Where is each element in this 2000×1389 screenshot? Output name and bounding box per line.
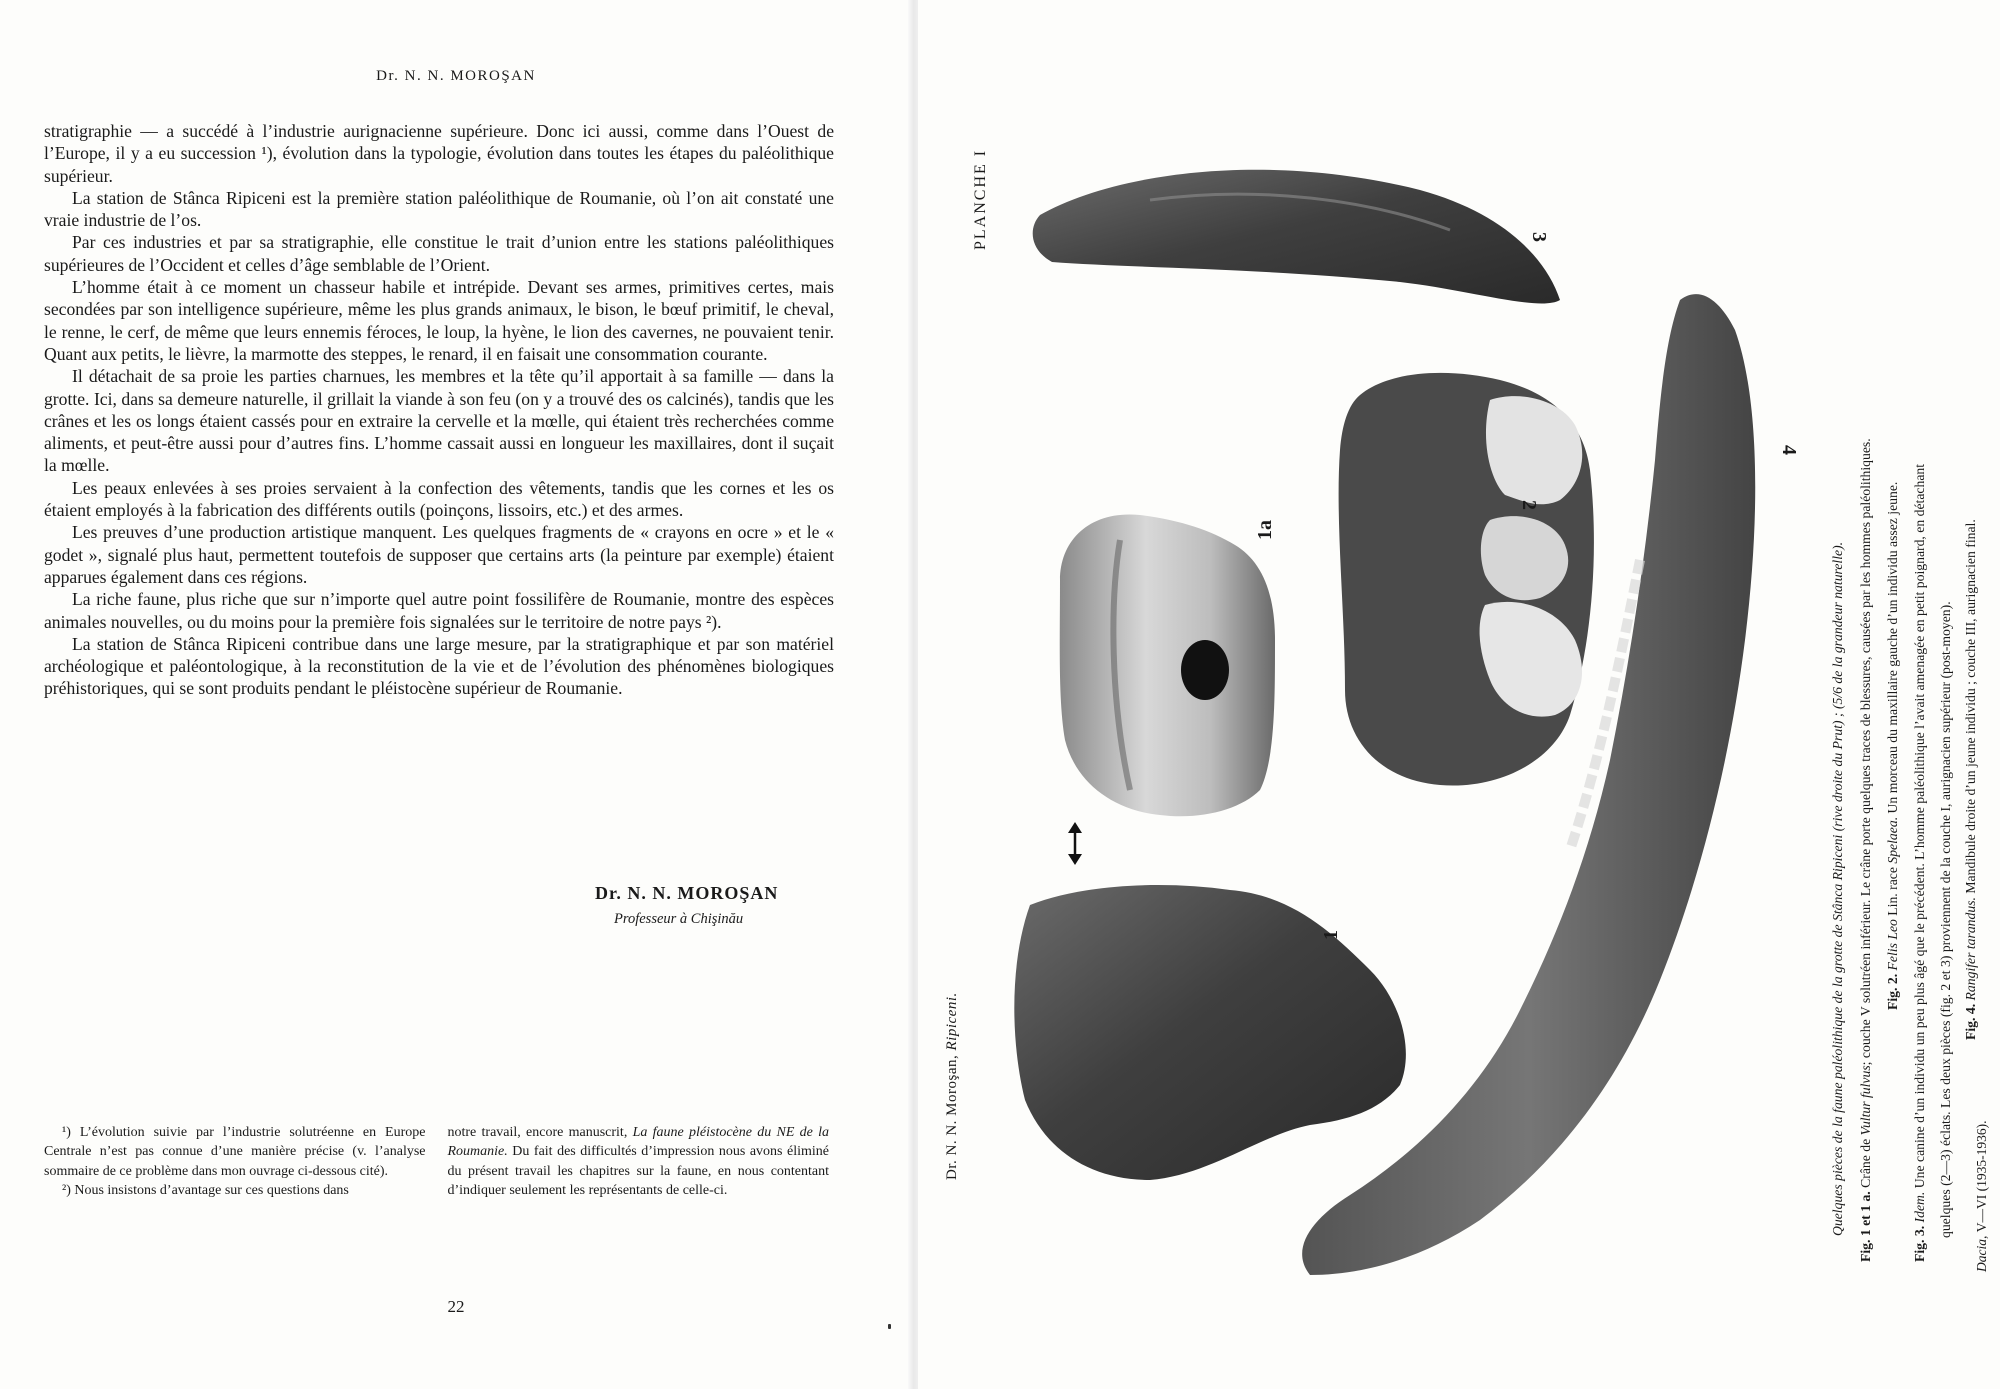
caption-fig4-label: Fig. 4. <box>1963 1003 1978 1040</box>
plate-credit-place: Ripiceni. <box>944 992 960 1051</box>
figure-label-1a: 1a <box>1254 520 1276 540</box>
caption-fig1-species: Vultur fulvus <box>1858 1065 1873 1136</box>
caption-fig3-line1 <box>1912 464 1928 1262</box>
specimen-fig1-skull <box>1014 885 1406 1180</box>
caption-fig2-b: Un morceau du maxillaire gauche d’un individu assez jeune. <box>1885 481 1900 814</box>
running-head: Dr. N. N. MOROŞAN <box>376 68 536 84</box>
figure-label-4: 4 <box>1778 445 1800 455</box>
footnote-1: ¹) L’évolution suivie par l’industrie solutréenne en Europe Centrale n’est pas connue d’une manière précise (v. l’analyse sommaire de ce problème dans mon ouvrage ci-dessous cité). <box>44 1125 426 1179</box>
paragraph: Les peaux enlevées à ses proies servaient à la confection des vêtements, tandis que les cornes et les os étaient employés à la fabrication des différents outils (poinçons, lissoirs, etc.) et des armes. <box>44 477 834 521</box>
caption-fig3-line2: quelques (2—3) éclats. Les deux pièces (fig. 2 et 3) proviennent de la couche I, aurignacien supérieur (post-moyen). <box>1938 601 1953 1238</box>
caption-fig1-label: Fig. 1 et 1 a. <box>1858 1191 1873 1262</box>
figure-label-2: 2 <box>1518 500 1540 510</box>
figure-label-1: 1 <box>1320 930 1342 940</box>
specimen-fig1a-skull <box>1060 514 1275 816</box>
caption-fig2-race: Spelaea. <box>1885 816 1900 864</box>
paragraph: L’homme était à ce moment un chasseur habile et intrépide. Devant ses armes, primitives certes, mais secondées par son intelligence supérieure, même les plus grands animaux, le bison, le bœuf primitif, le cheval, le renne, le cerf, de même que leurs ennemis féroces, le loup, la hyène, le lion des cavernes, ne pouvaient tenir. Quant aux petits, le lièvre, la marmotte des steppes, le renard, il en faisait une consommation courante. <box>44 277 834 364</box>
paragraph: La station de Stânca Ripiceni est la première station paléolithique de Roumanie, où l’on ait constaté une vraie industrie de l’os. <box>44 187 834 231</box>
paragraph: La station de Stânca Ripiceni contribue dans une large mesure, par la stratigraphique et par son matériel archéologique et paléontologique, à la reconstitution de la vie et de l’évolution des phénomènes biologiques préhistoriques, qui se sont produits pendant le pléistocène supérieur de Roumanie. <box>44 633 834 699</box>
paragraph: stratigraphie — a succédé à l’industrie aurignacienne supérieure. Donc ici aussi, comme dans l’Ouest de l’Europe, il y a eu succession ¹), évolution dans la typologie, évolution dans toutes les étapes du paléolithique supérieur. <box>44 121 834 186</box>
caption-fig4-species: Rangifer tarandus. <box>1963 897 1978 1001</box>
caption-title: Quelques pièces de la faune paléolithique de la grotte de Stânca Ripiceni (rive droite du Prut) ; (5/6 de la grandeur naturelle). <box>1830 541 1845 1236</box>
caption-fig1 <box>1858 438 1874 1262</box>
footnote-2-text-b: Du fait des difficultés d’impression nous avons éliminé du présent travail les chapitres sur la faune, en nous contentant d’indiquer seulement les représentants de celle-ci. <box>447 1144 829 1199</box>
journal-reference <box>1974 1121 1990 1272</box>
author-signature: Dr. N. N. MOROŞAN <box>595 883 779 903</box>
specimen-fig3-canine <box>1033 170 1560 304</box>
caption-fig3-idem: Idem. <box>1912 1191 1927 1223</box>
caption-fig1-a: Crâne de <box>1858 1138 1873 1188</box>
caption-fig3-label: Fig. 3. <box>1912 1225 1927 1262</box>
page-number: 22 <box>447 1297 465 1316</box>
caption-fig2 <box>1885 482 1901 1010</box>
figure-label-3: 3 <box>1528 232 1550 242</box>
footnote-2-title: La faune pléistocène du NE de la Roumanie. <box>447 1125 830 1160</box>
journal-name: Dacia, <box>1974 1235 1989 1272</box>
caption-fig3-a: Une canine d’un individu un peu plus âgé que le précédent. L’homme paléolithique l’avait amenagée en petit poignard, en détachant <box>1912 463 1927 1189</box>
caption-fig4 <box>1963 519 1979 1040</box>
caption-fig1-b: ; couche V solutréen inférieur. Le crâne porte quelques traces de blessures, causées par les hommes paléolithiques. <box>1858 438 1873 1066</box>
paragraph: Les preuves d’une production artistique manquent. Les quelques fragments de « crayons en ocre » et le « godet », signalé plus haut, permettent toutefois de supposer que certains arts (la peinture par exemple) étaient apparues également dans ces régions. <box>44 522 834 587</box>
paragraph: Il détachait de sa proie les parties charnues, les membres et la tête qu’il apportait à sa famille — dans la grotte. Ici, dans sa demeure naturelle, il grillait la viande à son feu (on y a trouvé des os calcinés), tandis que les crânes et les os longs étaient cassés pour en extraire la cervelle et la mœlle, qui étaient très recherchées comme aliments, et peut-être aussi pour d’autres fins. L’homme cassait aussi en longueur les maxillaires, dont il suçait la mœlle. <box>44 366 834 476</box>
author-affiliation: Professeur à Chişinău <box>614 911 744 927</box>
caption-fig2-species: Felis Leo <box>1885 919 1900 971</box>
caption-fig2-label: Fig. 2. <box>1885 973 1900 1010</box>
caption-fig2-a: Lin. race <box>1885 867 1900 916</box>
journal-volume: V—VI (1935-1936). <box>1974 1120 1989 1233</box>
plate-credit-author: Dr. N. N. Moroşan, <box>944 1054 960 1180</box>
scale-arrow-icon <box>1068 822 1082 865</box>
paragraph: Par ces industries et par sa stratigraphie, elle constitue le trait d’union entre les stations paléolithiques supérieures de l’Occident et celles d’âge semblable de l’Orient. <box>44 232 834 275</box>
footnote-2-start: ²) Nous insistons d’avantage sur ces questions dans <box>62 1183 349 1199</box>
footnote-2-text-a: notre travail, encore manuscrit, <box>447 1125 628 1140</box>
paragraph: La riche faune, plus riche que sur n’importe quel autre point fossilifère de Roumanie, montre des espèces animales nouvelles, ou du moins pour la première fois signalées sur le territoire de notre pays ²). <box>44 589 834 632</box>
plate-title: PLANCHE I <box>972 148 989 250</box>
caption-fig4-a: Mandibule droite d’un jeune individu ; couche III, aurignacien final. <box>1963 519 1978 894</box>
